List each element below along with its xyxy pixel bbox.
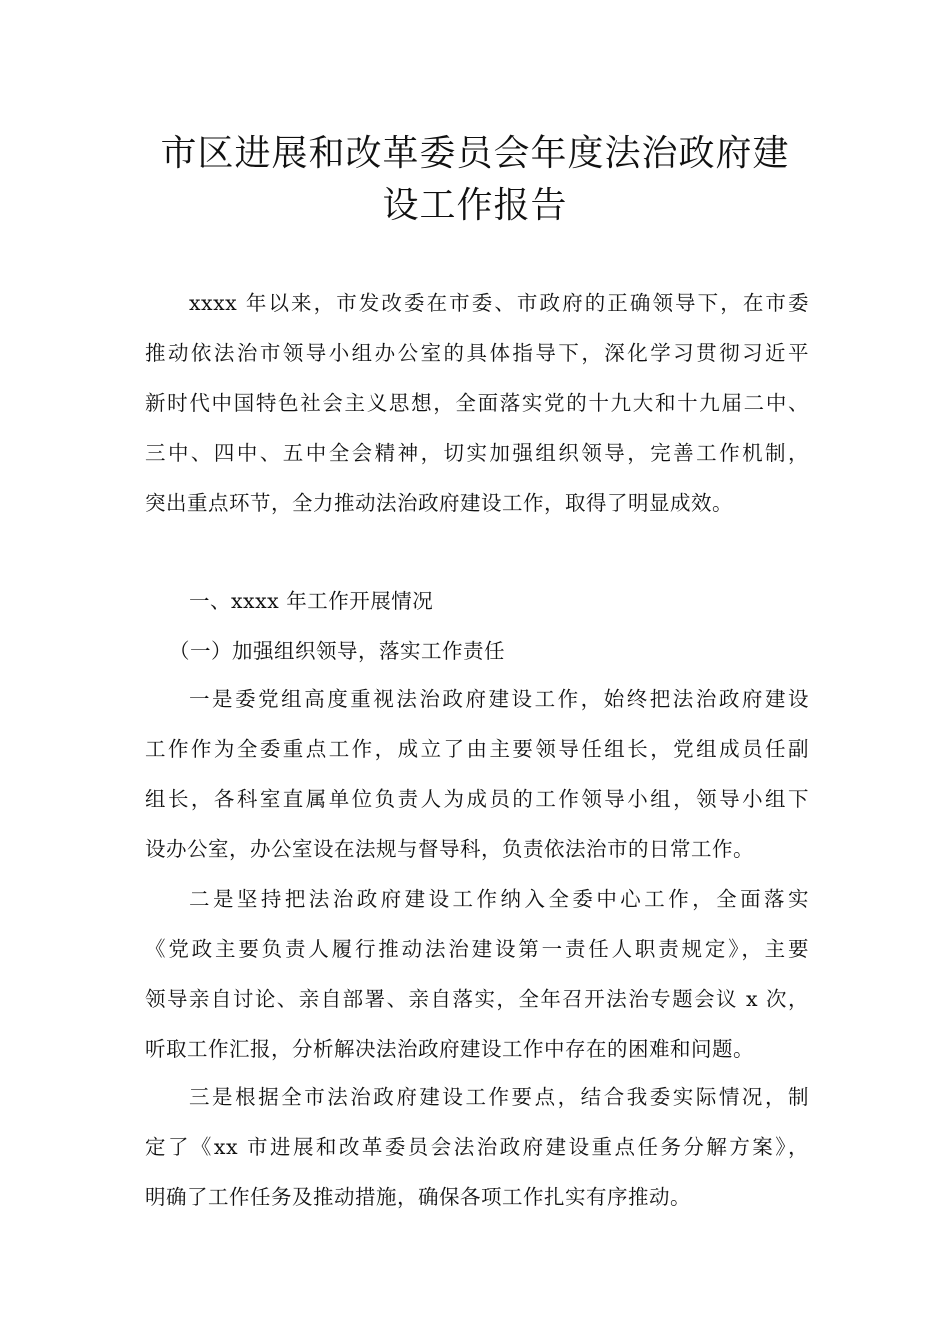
text-line: 三是根据全市法治政府建设工作要点，结合我委实际情况，制	[189, 1085, 809, 1109]
paragraph-3	[145, 1072, 809, 1222]
text-line: 工作作为全委重点工作，成立了由主要领导任组长，党组成员任副	[145, 737, 809, 761]
subsection-heading: （一）加强组织领导，落实工作责任	[169, 639, 505, 663]
text-line: 一是委党组高度重视法治政府建设工作，始终把法治政府建设	[189, 687, 809, 711]
text-line: 定了《xx 市进展和改革委员会法治政府建设重点任务分解方案》，	[145, 1135, 809, 1159]
text-line: 领导亲自讨论、亲自部署、亲自落实，全年召开法治专题会议 x 次，	[145, 987, 809, 1011]
section-heading-block	[145, 576, 809, 676]
paragraph-1	[145, 674, 809, 874]
document-title	[130, 128, 820, 232]
title-line: 设工作报告	[382, 185, 568, 226]
text-line: xxxx 年以来，市发改委在市委、市政府的正确领导下，在市委	[189, 291, 809, 315]
text-line: 《党政主要负责人履行推动法治建设第一责任人职责规定》，主要	[145, 937, 809, 961]
text-line: 三中、四中、五中全会精神，切实加强组织领导，完善工作机制，	[145, 441, 809, 465]
text-line: 新时代中国特色社会主义思想，全面落实党的十九大和十九届二中、	[145, 391, 809, 415]
text-line: 听取工作汇报，分析解决法治政府建设工作中存在的困难和问题。	[145, 1037, 754, 1061]
intro-paragraph	[145, 278, 809, 528]
text-line: 推动依法治市领导小组办公室的具体指导下，深化学习贯彻习近平	[145, 341, 809, 365]
section-heading: 一、xxxx 年工作开展情况	[189, 589, 434, 613]
text-line: 二是坚持把法治政府建设工作纳入全委中心工作，全面落实	[189, 887, 809, 911]
text-line: 明确了工作任务及推动措施，确保各项工作扎实有序推动。	[145, 1185, 691, 1209]
text-line: 组长，各科室直属单位负责人为成员的工作领导小组，领导小组下	[145, 787, 809, 811]
paragraph-2	[145, 874, 809, 1074]
text-line: 设办公室，办公室设在法规与督导科，负责依法治市的日常工作。	[145, 837, 754, 861]
text-line: 突出重点环节，全力推动法治政府建设工作，取得了明显成效。	[145, 491, 733, 515]
title-line: 市区进展和改革委员会年度法治政府建	[160, 133, 790, 174]
